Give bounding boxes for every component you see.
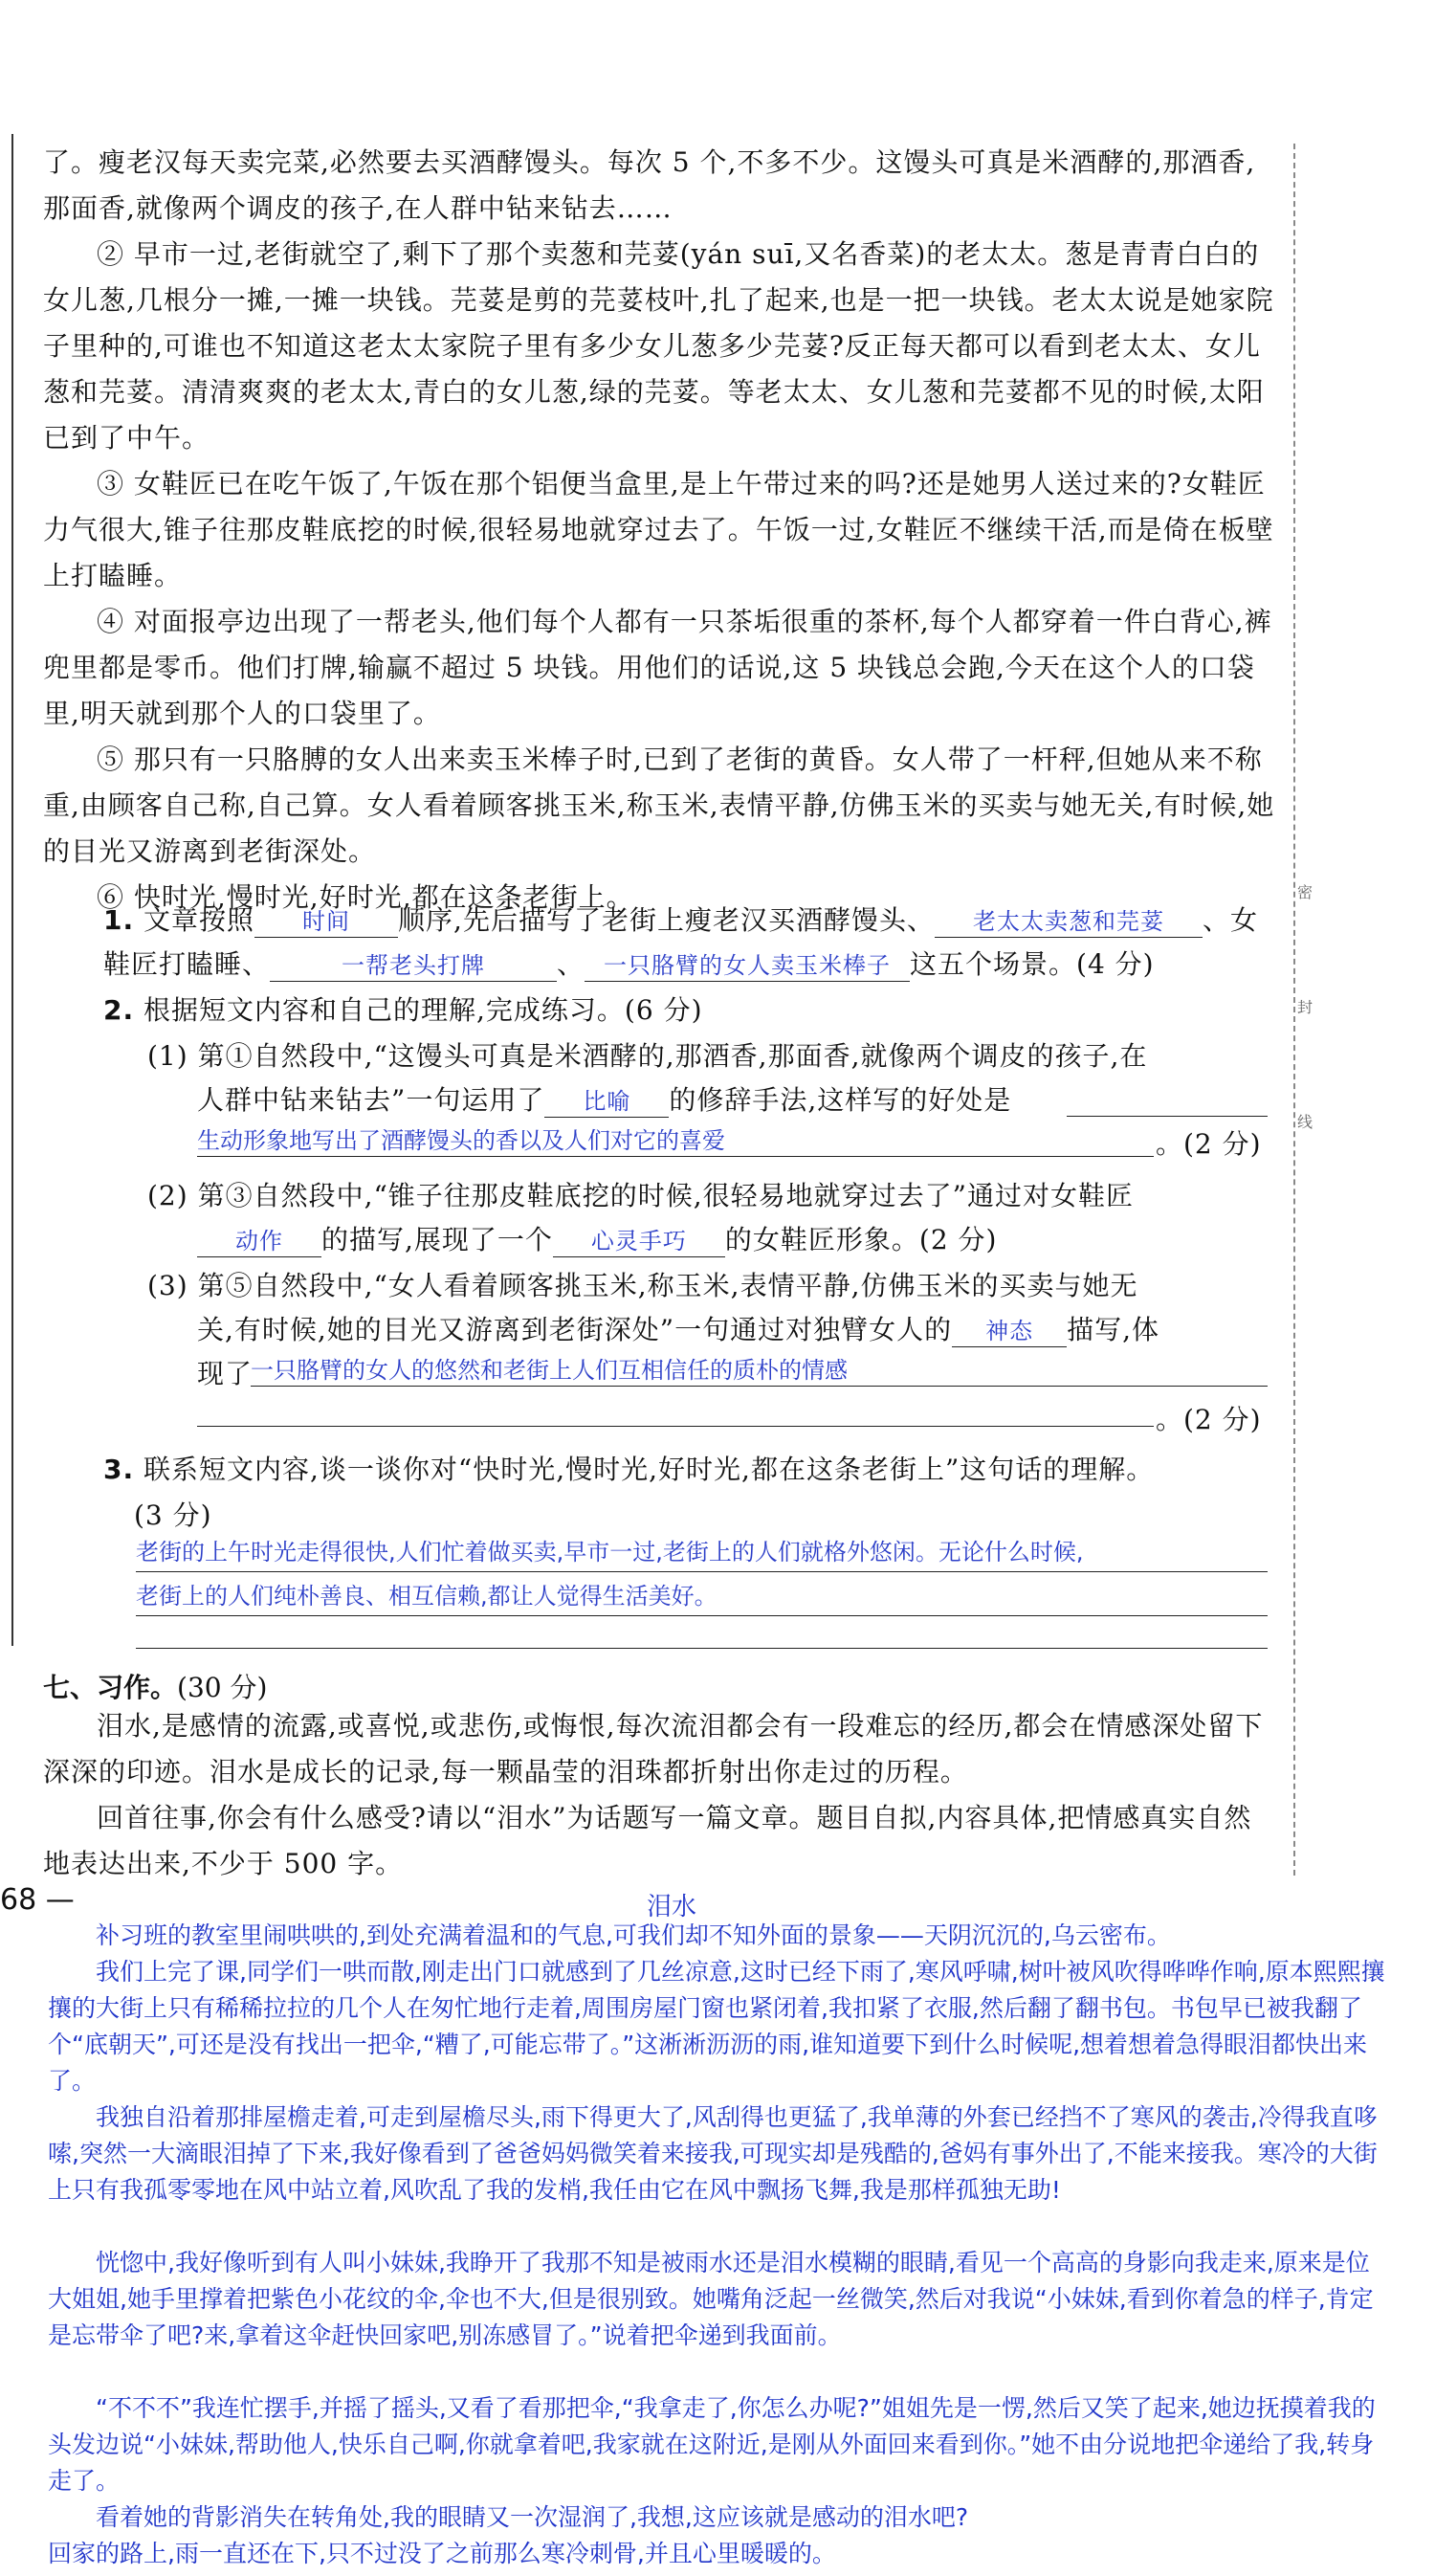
q2-sub1-answer-rhetoric[interactable]: 比喻 bbox=[544, 1086, 669, 1118]
question-3-text: 联系短文内容,谈一谈你对“快时光,慢时光,好时光,都在这条老街上”这句话的理解。 bbox=[144, 1454, 1155, 1485]
question-2-stem bbox=[103, 988, 703, 1033]
q1-answer-order[interactable]: 时间 bbox=[254, 906, 398, 938]
question-2-text: 根据短文内容和自己的理解,完成练习。(6 分) bbox=[144, 994, 703, 1026]
q2-sub3-line-1: (3) 第⑤自然段中,“女人看着顾客挑玉米,称玉米,表情平静,仿佛玉米的买卖与她无 bbox=[147, 1270, 1138, 1301]
margin-label-mi: 密 bbox=[1297, 883, 1314, 901]
passage-paragraph-6: ⑥ 快时光,慢时光,好时光,都在这条老街上。 bbox=[97, 881, 634, 913]
q2-sub1-text: 的修辞手法,这样写的好处是 bbox=[669, 1084, 1012, 1116]
q3-answer-line-2[interactable]: 老街上的人们纯朴善良、相互信赖,都让人觉得生活美好。 bbox=[136, 1577, 1268, 1616]
question-1-number: 1. bbox=[103, 904, 135, 936]
q2-sub1-answer-benefit[interactable]: 生动形象地写出了酒酵馒头的香以及人们对它的喜爱 bbox=[197, 1121, 1154, 1157]
question-1-text: 这五个场景。(4 分) bbox=[910, 948, 1155, 980]
margin-label-xian: 线 bbox=[1297, 1113, 1314, 1131]
q1-answer-scene-4[interactable]: 一帮老头打牌 bbox=[270, 950, 557, 982]
answer-underline bbox=[1067, 1116, 1268, 1117]
section-7-prompt-1: 泪水,是感情的流露,或喜悦,或悲伤,或悔恨,每次流泪都会有一段难忘的经历,都会在情感深处留下深深的印迹。泪水是成长的记录,每一颗晶莹的泪珠都折射出你走过的历程。 bbox=[43, 1710, 1264, 1788]
q2-sub1-line-1: (1) 第①自然段中,“这馒头可真是米酒酵的,那酒香,那面香,就像两个调皮的孩子,在 bbox=[147, 1040, 1148, 1072]
question-1-text: 文章按照 bbox=[144, 904, 255, 936]
question-1-line-1 bbox=[103, 898, 1258, 944]
q2-sub2-text: 的描写,展现了一个 bbox=[321, 1224, 553, 1255]
q2-sub2-line-2 bbox=[197, 1217, 997, 1263]
essay-paragraph-4: 恍惚中,我好像听到有人叫小妹妹,我睁开了我那不知是被雨水还是泪水模糊的眼睛,看见一个高高的身影向我走来,原来是位大姐姐,她手里撑着把紫色小花纹的伞,伞也不大,但是很别致。她嘴角泛起一丝微笑,然后对我说“小妹妹,看到你着急的样子,肯定是忘带伞了吧?来,拿着这伞赶快回家吧,别冻感冒了。”说着把伞递到我面前。 bbox=[48, 2249, 1374, 2349]
question-1-text: 、 bbox=[557, 948, 585, 980]
question-1-text: 、女 bbox=[1202, 904, 1258, 936]
seal-dashed-line bbox=[1293, 144, 1295, 1876]
q2-sub1-line-2 bbox=[197, 1077, 1011, 1123]
answer-underline bbox=[136, 1648, 1268, 1649]
question-3-score: (3 分) bbox=[134, 1499, 212, 1531]
answer-underline bbox=[197, 1426, 1154, 1427]
left-border-line bbox=[11, 134, 13, 1646]
passage-paragraph-2: ② 早市一过,老街就空了,剩下了那个卖葱和芫荽(yán suī,又名香菜)的老太太。葱是青青白白的女儿葱,几根分一摊,一摊一块钱。芫荽是剪的芫荽枝叶,扎了起来,也是一把一块钱。老太太说是她家院子里种的,可谁也不知道这老太太家院子里有多少女儿葱多少芫荽?反正每天都可以看到老太太、女儿葱和芫荽。清清爽爽的老太太,青白的女儿葱,绿的芫荽。等老太太、女儿葱和芫荽都不见的时候,太阳已到了中午。 bbox=[43, 238, 1274, 454]
essay-title: 泪水 bbox=[647, 1893, 697, 1921]
q2-sub1-score: 。(2 分) bbox=[1156, 1128, 1262, 1160]
q2-sub3-score: 。(2 分) bbox=[1156, 1404, 1262, 1435]
margin-label-feng: 封 bbox=[1297, 998, 1314, 1016]
q1-answer-scene-2[interactable]: 老太太卖葱和芫荽 bbox=[935, 906, 1203, 938]
essay-paragraph-1: 补习班的教室里闹哄哄的,到处充满着温和的气息,可我们却不知外面的景象——天阴沉沉的,乌云密布。 bbox=[96, 1921, 1171, 1949]
question-3-number: 3. bbox=[103, 1454, 135, 1485]
q2-sub3-line-2 bbox=[197, 1307, 1159, 1353]
passage-paragraph-5: ⑤ 那只有一只胳膊的女人出来卖玉米棒子时,已到了老街的黄昏。女人带了一杆秤,但她从来不称重,由顾客自己称,自己算。女人看着顾客挑玉米,称玉米,表情平静,仿佛玉米的买卖与她无关,有时候,她的目光又游离到老街深处。 bbox=[43, 744, 1275, 867]
essay-paragraph-2: 我们上完了课,同学们一哄而散,刚走出门口就感到了几丝凉意,这时已经下雨了,寒风呼啸,树叶被风吹得哗哗作响,原本熙熙攘攘的大街上只有稀稀拉拉的几个人在匆忙地行走着,周围房屋门窗也紧闭着,我扣紧了衣服,然后翻了翻书包。书包早已被我翻了个“底朝天”,可还是没有找出一把伞,“糟了,可能忘带了。”这淅淅沥沥的雨,谁知道要下到什么时候呢,想着想着急得眼泪都快出来了。 bbox=[48, 1958, 1385, 2095]
passage-paragraph-4: ④ 对面报亭边出现了一帮老头,他们每个人都有一只茶垢很重的茶杯,每个人都穿着一件白背心,裤兜里都是零币。他们打牌,输赢不超过 5 块钱。用他们的话说,这 5 块钱总会跑,今天在这个人的口袋里,明天就到那个人的口袋里了。 bbox=[43, 606, 1272, 729]
q2-sub3-answer-reflection[interactable]: 一只胳臂的女人的悠然和老街上人们互相信任的质朴的情感 bbox=[251, 1351, 1268, 1387]
section-7-prompt-2: 回首往事,你会有什么感受?请以“泪水”为话题写一篇文章。题目自拟,内容具体,把情感真实自然地表达出来,不少于 500 字。 bbox=[43, 1802, 1252, 1879]
section-7-score: (30 分) bbox=[177, 1672, 268, 1703]
q2-sub1-text: 人群中钻来钻去”一句运用了 bbox=[197, 1084, 545, 1116]
q2-sub2-text: 的女鞋匠形象。(2 分) bbox=[724, 1224, 998, 1255]
q2-sub3-text: 关,有时候,她的目光又游离到老街深处”一句通过对独臂女人的 bbox=[197, 1314, 953, 1345]
passage-paragraph-3: ③ 女鞋匠已在吃午饭了,午饭在那个铝便当盒里,是上午带过来的吗?还是她男人送过来的?女鞋匠力气很大,锥子往那皮鞋底挖的时候,很轻易地就穿过去了。午饭一过,女鞋匠不继续干活,而是倚在板壁上打瞌睡。 bbox=[43, 468, 1274, 591]
section-7-title bbox=[43, 1667, 267, 1705]
q2-sub3-line-3: 现了 bbox=[197, 1358, 254, 1389]
q2-sub2-answer-description[interactable]: 动作 bbox=[197, 1226, 321, 1257]
q2-sub2-answer-image[interactable]: 心灵手巧 bbox=[553, 1226, 725, 1257]
question-1-text: 鞋匠打瞌睡、 bbox=[103, 948, 271, 980]
question-2-number: 2. bbox=[103, 994, 135, 1026]
essay-paragraph-7: 回家的路上,雨一直还在下,只不过没了之前那么寒冷刺骨,并且心里暖暖的。 bbox=[48, 2540, 836, 2567]
question-1-line-2 bbox=[103, 942, 1155, 988]
passage-paragraph-1-tail: 了。瘦老汉每天卖完菜,必然要去买酒酵馒头。每次 5 个,不多不少。这馒头可真是米酒酵的,那酒香,那面香,就像两个调皮的孩子,在人群中钻来钻去…… bbox=[43, 146, 1256, 224]
question-3-stem bbox=[103, 1447, 1154, 1493]
q2-sub2-line-1: (2) 第③自然段中,“锥子往那皮鞋底挖的时候,很轻易地就穿过去了”通过对女鞋匠 bbox=[147, 1180, 1134, 1211]
q1-answer-scene-5[interactable]: 一只胳臂的女人卖玉米棒子 bbox=[585, 950, 910, 982]
question-1-text: 顺序,先后描写了老街上瘦老汉买酒酵馒头、 bbox=[398, 904, 935, 936]
page-number: 68 — bbox=[0, 1883, 75, 1917]
q3-answer-line-1[interactable]: 老街的上午时光走得很快,人们忙着做买卖,早市一过,老街上的人们就格外悠闲。无论什么时候, bbox=[136, 1533, 1268, 1572]
q2-sub3-answer-description[interactable]: 神态 bbox=[952, 1316, 1067, 1347]
essay-paragraph-5: “不不不”我连忙摆手,并摇了摇头,又看了看那把伞,“我拿走了,你怎么办呢?”姐姐先是一愣,然后又笑了起来,她边抚摸着我的头发边说“小妹妹,帮助他人,快乐自己啊,你就拿着吧,我家就在这附近,是刚从外面回来看到你。”她不由分说地把伞递给了我,转身走了。 bbox=[48, 2394, 1376, 2495]
q2-sub3-text: 描写,体 bbox=[1067, 1314, 1160, 1345]
essay-paragraph-6: 看着她的背影消失在转角处,我的眼睛又一次湿润了,我想,这应该就是感动的泪水吧? bbox=[96, 2503, 969, 2531]
section-7-heading: 七、习作。 bbox=[43, 1672, 178, 1703]
essay-paragraph-3: 我独自沿着那排屋檐走着,可走到屋檐尽头,雨下得更大了,风刮得也更猛了,我单薄的外套已经挡不了寒风的袭击,冷得我直哆嗦,突然一大滴眼泪掉了下来,我好像看到了爸爸妈妈微笑着来接我,可现实却是残酷的,爸妈有事外出了,不能来接我。寒冷的大街上只有我孤零零地在风中站立着,风吹乱了我的发梢,我任由它在风中飘扬飞舞,我是那样孤独无助! bbox=[48, 2103, 1378, 2204]
